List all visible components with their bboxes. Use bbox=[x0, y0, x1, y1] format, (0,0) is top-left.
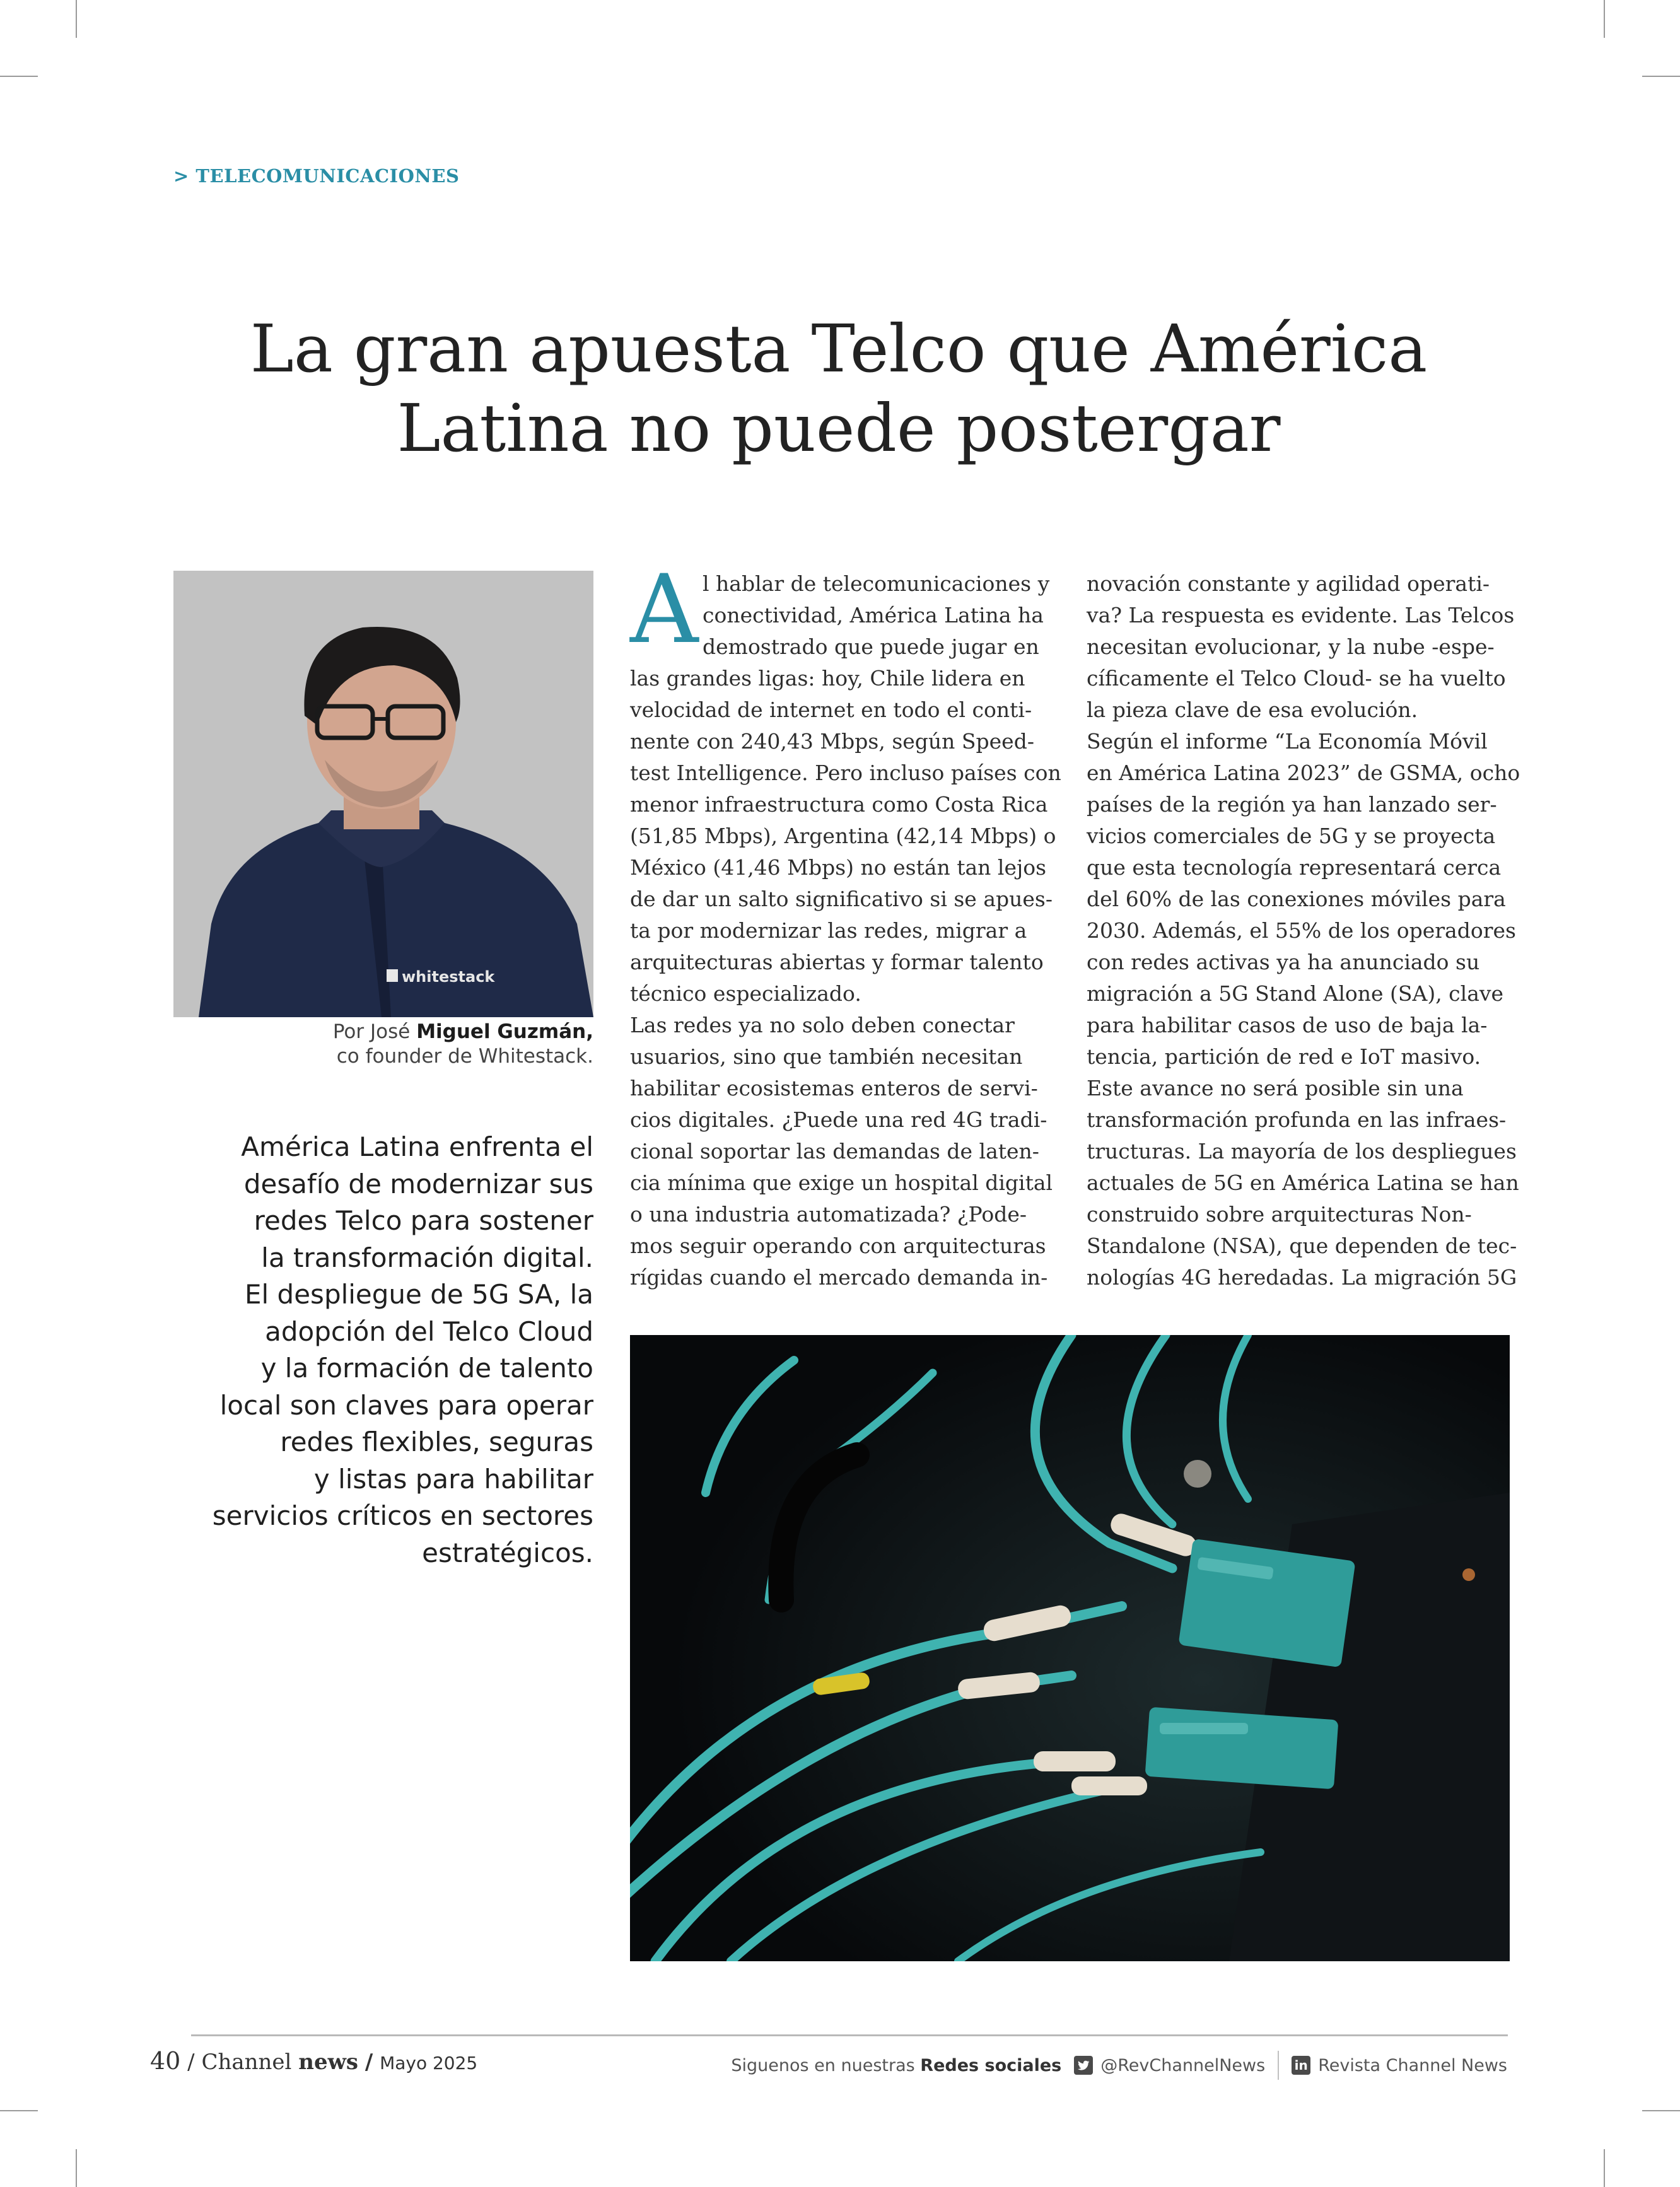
body-line: actuales de 5G en América Latina se han bbox=[1087, 1170, 1519, 1195]
body-line: conectividad, América Latina ha bbox=[703, 603, 1044, 627]
follow-text-bold: Redes sociales bbox=[920, 2055, 1062, 2075]
pullquote-line: redes flexibles, seguras bbox=[280, 1426, 593, 1457]
body-line: construido sobre arquitecturas Non- bbox=[1087, 1202, 1472, 1227]
body-line: la pieza clave de esa evolución. bbox=[1087, 697, 1418, 722]
body-line: menor infraestructura como Costa Rica bbox=[630, 792, 1048, 817]
body-line: Según el informe “La Economía Móvil bbox=[1087, 729, 1488, 754]
section-tag: > TELECOMUNICACIONES bbox=[173, 165, 460, 187]
body-line: mos seguir operando con arquitecturas bbox=[630, 1233, 1046, 1258]
pull-quote bbox=[173, 1129, 593, 1572]
body-line: demostrado que puede jugar en bbox=[703, 634, 1039, 659]
body-line: rígidas cuando el mercado demanda in- bbox=[630, 1265, 1048, 1290]
crop-mark bbox=[1604, 2149, 1605, 2187]
pullquote-line: local son claves para operar bbox=[219, 1389, 593, 1421]
footer-divider bbox=[1278, 2051, 1279, 2080]
body-line: va? La respuesta es evidente. Las Telcos bbox=[1087, 603, 1515, 627]
body-line: vicios comerciales de 5G y se proyecta bbox=[1087, 824, 1496, 848]
body-line: nente con 240,43 Mbps, según Speed- bbox=[630, 729, 1034, 754]
title-line: La gran apuesta Telco que América bbox=[250, 310, 1428, 387]
body-line: en América Latina 2023” de GSMA, ocho bbox=[1087, 761, 1520, 785]
body-line: que esta tecnología representará cerca bbox=[1087, 855, 1502, 880]
body-line: cional soportar las demandas de laten- bbox=[630, 1139, 1039, 1163]
author-photo bbox=[173, 571, 593, 1017]
issue-date: Mayo 2025 bbox=[380, 2053, 478, 2073]
whitestack-logo: whitestack bbox=[402, 968, 495, 986]
author-name: Miguel Guzmán, bbox=[416, 1020, 593, 1043]
pullquote-line: servicios críticos en sectores bbox=[212, 1500, 593, 1531]
drop-cap: A bbox=[630, 555, 699, 665]
body-line: cíficamente el Telco Cloud- se ha vuelto bbox=[1087, 666, 1506, 691]
twitter-icon bbox=[1074, 2056, 1093, 2075]
body-line: Standalone (NSA), que dependen de tec- bbox=[1087, 1233, 1517, 1258]
title-line: Latina no puede postergar bbox=[397, 390, 1281, 467]
publication-name: Channel bbox=[201, 2050, 292, 2075]
footer-separator: / bbox=[365, 2050, 373, 2075]
body-line: necesitan evolucionar, y la nube -espe- bbox=[1087, 634, 1495, 659]
footer-separator: / bbox=[187, 2050, 195, 2075]
body-line: las grandes ligas: hoy, Chile lidera en bbox=[630, 666, 1025, 691]
pullquote-line: estratégicos. bbox=[422, 1537, 593, 1568]
author-role: co founder de Whitestack. bbox=[336, 1045, 593, 1068]
body-line: países de la región ya han lanzado ser- bbox=[1087, 792, 1497, 817]
article-column-1 bbox=[630, 568, 1061, 1293]
pullquote-line: adopción del Telco Cloud bbox=[265, 1315, 593, 1347]
pullquote-line: y listas para habilitar bbox=[313, 1463, 593, 1495]
footer-social bbox=[731, 2051, 1507, 2080]
body-line: 2030. Además, el 55% de los operadores bbox=[1087, 918, 1516, 943]
footer-publication bbox=[150, 2047, 477, 2075]
crop-mark bbox=[76, 0, 77, 38]
publication-name-bold: news bbox=[298, 2050, 359, 2075]
body-line: técnico especializado. bbox=[630, 981, 861, 1006]
crop-mark bbox=[1642, 2110, 1680, 2111]
page-number: 40 bbox=[150, 2047, 181, 2075]
crop-mark bbox=[0, 2110, 38, 2111]
crop-mark bbox=[76, 2149, 77, 2187]
body-line: ta por modernizar las redes, migrar a bbox=[630, 918, 1027, 943]
body-line: transformación profunda en las infraes- bbox=[1087, 1107, 1507, 1132]
body-line: novación constante y agilidad operati- bbox=[1087, 571, 1490, 596]
linkedin-name[interactable]: Revista Channel News bbox=[1318, 2055, 1507, 2075]
body-line: migración a 5G Stand Alone (SA), clave bbox=[1087, 981, 1504, 1006]
body-line: cios digitales. ¿Puede una red 4G tradi- bbox=[630, 1107, 1047, 1132]
pullquote-line: y la formación de talento bbox=[260, 1353, 593, 1384]
article-column-2 bbox=[1087, 568, 1520, 1293]
body-line: Este avance no será posible sin una bbox=[1087, 1076, 1464, 1100]
footer-rule bbox=[191, 2034, 1508, 2036]
author-caption bbox=[173, 1020, 593, 1069]
linkedin-icon: in bbox=[1292, 2056, 1310, 2075]
body-line: de dar un salto significativo si se apues- bbox=[630, 887, 1053, 911]
body-line: tructuras. La mayoría de los despliegues bbox=[1087, 1139, 1517, 1163]
article-title bbox=[208, 309, 1469, 468]
pullquote-line: América Latina enfrenta el bbox=[241, 1131, 593, 1162]
body-line: con redes activas ya ha anunciado su bbox=[1087, 950, 1480, 974]
crop-mark bbox=[1642, 76, 1680, 77]
pullquote-line: desafío de modernizar sus bbox=[243, 1168, 593, 1199]
fiber-cables-photo bbox=[630, 1335, 1510, 1961]
body-line: cia mínima que exige un hospital digital bbox=[630, 1170, 1053, 1195]
pullquote-line: El despliegue de 5G SA, la bbox=[245, 1279, 593, 1310]
body-line: México (41,46 Mbps) no están tan lejos bbox=[630, 855, 1047, 880]
body-line: l hablar de telecomunicaciones y bbox=[703, 571, 1050, 596]
body-line: tencia, partición de red e IoT masivo. bbox=[1087, 1044, 1481, 1069]
follow-text: Siguenos en nuestras bbox=[731, 2055, 915, 2075]
body-line: test Intelligence. Pero incluso países con bbox=[630, 761, 1061, 785]
body-line: Las redes ya no solo deben conectar bbox=[630, 1013, 1015, 1037]
body-line: usuarios, sino que también necesitan bbox=[630, 1044, 1023, 1069]
crop-mark bbox=[1604, 0, 1605, 38]
body-line: para habilitar casos de uso de baja la- bbox=[1087, 1013, 1488, 1037]
body-line: arquitecturas abiertas y formar talento bbox=[630, 950, 1044, 974]
author-prefix: Por José bbox=[332, 1020, 411, 1043]
body-line: o una industria automatizada? ¿Pode- bbox=[630, 1202, 1027, 1227]
pullquote-line: la transformación digital. bbox=[261, 1242, 593, 1273]
pullquote-line: redes Telco para sostener bbox=[254, 1205, 593, 1236]
crop-mark bbox=[0, 76, 38, 77]
body-line: habilitar ecosistemas enteros de servi- bbox=[630, 1076, 1038, 1100]
body-line: del 60% de las conexiones móviles para bbox=[1087, 887, 1506, 911]
body-line: nologías 4G heredadas. La migración 5G bbox=[1087, 1265, 1517, 1290]
body-line: (51,85 Mbps), Argentina (42,14 Mbps) o bbox=[630, 824, 1056, 848]
body-line: velocidad de internet en todo el conti- bbox=[630, 697, 1032, 722]
twitter-handle[interactable]: @RevChannelNews bbox=[1100, 2055, 1266, 2075]
